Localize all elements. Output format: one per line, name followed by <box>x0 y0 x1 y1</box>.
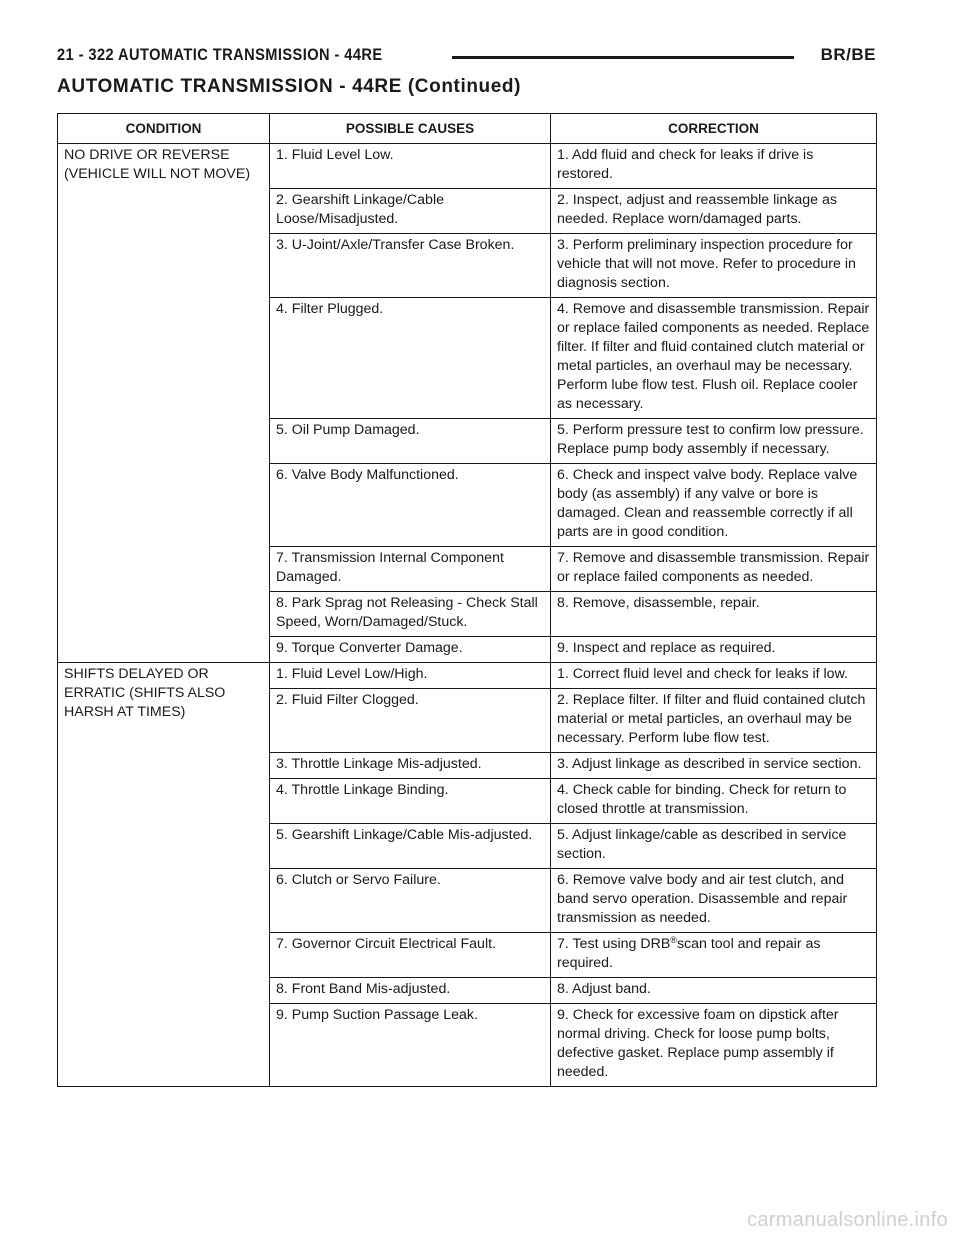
correction-cell: 1. Correct fluid level and check for leaks if low. <box>551 663 877 689</box>
cause-cell: 2. Gearshift Linkage/Cable Loose/Misadjusted. <box>270 189 551 234</box>
page-header <box>57 45 876 75</box>
cause-cell: 9. Torque Converter Damage. <box>270 637 551 663</box>
watermark: carmanualsonline.info <box>747 1209 948 1231</box>
cause-cell: 8. Park Sprag not Releasing - Check Stall Speed, Worn/Damaged/Stuck. <box>270 592 551 637</box>
cause-cell: 2. Fluid Filter Clogged. <box>270 689 551 753</box>
cause-cell: 9. Pump Suction Passage Leak. <box>270 1004 551 1087</box>
cause-cell: 4. Throttle Linkage Binding. <box>270 779 551 824</box>
cause-cell: 4. Filter Plugged. <box>270 298 551 419</box>
correction-cell: 1. Add fluid and check for leaks if drive is restored. <box>551 144 877 189</box>
header-rule <box>452 56 794 59</box>
correction-cell: 2. Inspect, adjust and reassemble linkage as needed. Replace worn/damaged parts. <box>551 189 877 234</box>
column-header-correction: CORRECTION <box>551 114 877 144</box>
correction-cell: 3. Adjust linkage as described in service section. <box>551 753 877 779</box>
page-number: 21 - 322 AUTOMATIC TRANSMISSION - 44RE <box>57 45 383 64</box>
cause-cell: 7. Governor Circuit Electrical Fault. <box>270 933 551 978</box>
cause-cell: 6. Valve Body Malfunctioned. <box>270 464 551 547</box>
correction-cell: 7. Test using DRB®scan tool and repair as required. <box>551 933 877 978</box>
cause-cell: 7. Transmission Internal Component Damaged. <box>270 547 551 592</box>
table-row <box>58 144 877 189</box>
column-header-condition: CONDITION <box>58 114 270 144</box>
cause-cell: 3. Throttle Linkage Mis-adjusted. <box>270 753 551 779</box>
correction-cell: 6. Remove valve body and air test clutch, and band servo operation. Disassemble and repair transmission as needed. <box>551 869 877 933</box>
cause-cell: 6. Clutch or Servo Failure. <box>270 869 551 933</box>
table-row <box>58 663 877 689</box>
correction-cell: 8. Adjust band. <box>551 978 877 1004</box>
correction-cell: 5. Perform pressure test to confirm low pressure. Replace pump body assembly if necessary. <box>551 419 877 464</box>
correction-cell: 7. Remove and disassemble transmission. Repair or replace failed components as needed. <box>551 547 877 592</box>
condition-cell: NO DRIVE OR REVERSE (VEHICLE WILL NOT MOVE) <box>58 144 270 663</box>
cause-cell: 5. Oil Pump Damaged. <box>270 419 551 464</box>
cause-cell: 1. Fluid Level Low. <box>270 144 551 189</box>
correction-cell: 4. Check cable for binding. Check for return to closed throttle at transmission. <box>551 779 877 824</box>
correction-cell: 5. Adjust linkage/cable as described in service section. <box>551 824 877 869</box>
correction-cell: 3. Perform preliminary inspection procedure for vehicle that will not move. Refer to procedure in diagnosis section. <box>551 234 877 298</box>
correction-cell: 4. Remove and disassemble transmission. Repair or replace failed components as needed. Replace filter. If filter and fluid contained clutch material or metal particles, an overhaul may be necessary. Perform lube flow test. Flush oil. Replace cooler as necessary. <box>551 298 877 419</box>
table-body <box>58 144 877 1087</box>
section-title: AUTOMATIC TRANSMISSION - 44RE (Continued) <box>57 76 522 97</box>
table-header-row <box>58 114 877 144</box>
model-code: BR/BE <box>820 45 876 64</box>
cause-cell: 5. Gearshift Linkage/Cable Mis-adjusted. <box>270 824 551 869</box>
condition-cell: SHIFTS DELAYED OR ERRATIC (SHIFTS ALSO HARSH AT TIMES) <box>58 663 270 1087</box>
correction-cell: 8. Remove, disassemble, repair. <box>551 592 877 637</box>
correction-cell: 9. Inspect and replace as required. <box>551 637 877 663</box>
correction-cell: 9. Check for excessive foam on dipstick after normal driving. Check for loose pump bolts, defective gasket. Replace pump assembly if needed. <box>551 1004 877 1087</box>
column-header-causes: POSSIBLE CAUSES <box>270 114 551 144</box>
correction-cell: 6. Check and inspect valve body. Replace valve body (as assembly) if any valve or bore is damaged. Clean and reassemble correctly if all parts are in good condition. <box>551 464 877 547</box>
cause-cell: 1. Fluid Level Low/High. <box>270 663 551 689</box>
cause-cell: 8. Front Band Mis-adjusted. <box>270 978 551 1004</box>
correction-cell: 2. Replace filter. If filter and fluid contained clutch material or metal particles, an overhaul may be necessary. Perform lube flow test. <box>551 689 877 753</box>
cause-cell: 3. U-Joint/Axle/Transfer Case Broken. <box>270 234 551 298</box>
diagnosis-table <box>57 113 877 1087</box>
